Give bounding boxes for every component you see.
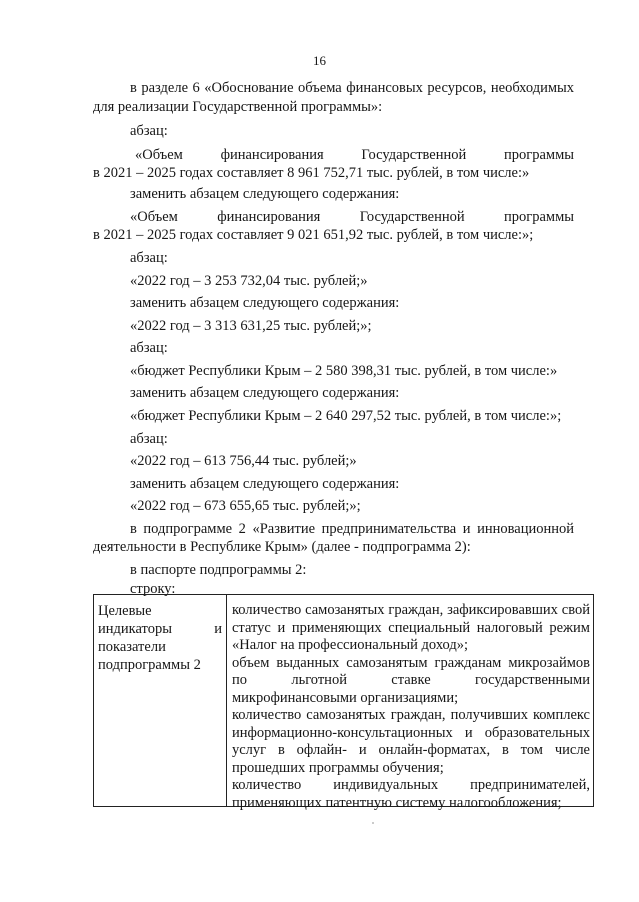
table-row-value-cell (232, 602, 590, 812)
cell-line: показатели (98, 639, 166, 655)
cell-line: по льготной ставке государственными (232, 672, 590, 688)
paragraph-line: «бюджет Республики Крым – 2 640 297,52 тыс. рублей, в том числе:»; (130, 408, 562, 424)
paragraph-line: «2022 год – 3 253 732,04 тыс. рублей;» (130, 273, 368, 289)
paragraph-line: для реализации Государственной программы»: (93, 99, 383, 115)
column-divider (226, 595, 227, 806)
cell-line: «Налог на профессиональный доход»; (232, 637, 469, 653)
paragraph-line: «2022 год – 613 756,44 тыс. рублей;» (130, 453, 357, 469)
page-number: 16 (313, 53, 326, 68)
cell-line: количество индивидуальных предпринимателей, (232, 777, 590, 793)
paragraph-line: «2022 год – 673 655,65 тыс. рублей;»; (130, 498, 361, 514)
cell-line: статус и применяющих специальный налоговый режим (232, 619, 590, 636)
paragraph-line: в паспорте подпрограммы 2: (130, 562, 307, 578)
cell-line: Целевые (98, 603, 152, 619)
paragraph-line: «Объем финансирования Государственной программы (135, 147, 574, 163)
cell-line: подпрограммы 2 (98, 657, 201, 673)
paragraph-line: абзац: (130, 250, 168, 266)
paragraph-line: абзац: (130, 123, 168, 139)
paragraph-line: в подпрограмме 2 «Развитие предпринимательства и инновационной (130, 521, 574, 537)
paragraph-line: заменить абзацем следующего содержания: (130, 295, 400, 311)
cell-line: количество самозанятых граждан, получивших комплекс (232, 707, 590, 723)
paragraph-line: в 2021 – 2025 годах составляет 9 021 651,92 тыс. рублей, в том числе:»; (93, 227, 534, 243)
paragraph-line: «Объем финансирования Государственной программы (130, 209, 574, 225)
cell-line: количество самозанятых граждан, зафиксировавших свой (232, 602, 590, 618)
paragraph-line: заменить абзацем следующего содержания: (130, 476, 400, 492)
paragraph-line: заменить абзацем следующего содержания: (130, 385, 400, 401)
scan-speck (372, 822, 374, 824)
paragraph-line: «бюджет Республики Крым – 2 580 398,31 тыс. рублей, в том числе:» (130, 363, 558, 379)
table-row-header-cell (98, 602, 222, 674)
paragraph-line: абзац: (130, 431, 168, 447)
paragraph-line: абзац: (130, 340, 168, 356)
cell-line: объем выданных самозанятым гражданам микрозаймов (232, 654, 590, 671)
cell-line: прошедших программы обучения; (232, 759, 444, 776)
paragraph-line: в разделе 6 «Обоснование объема финансовых ресурсов, необходимых (130, 80, 574, 96)
subprogram-passport-table (93, 594, 594, 811)
cell-line: услуг в офлайн- и онлайн-форматах, в том числе (232, 742, 590, 758)
paragraph-line: строку: (130, 581, 176, 597)
cell-line: информационно-консультационных и образовательных (232, 724, 590, 741)
cell-line: индикаторы и (98, 621, 222, 637)
paragraph-line: в 2021 – 2025 годах составляет 8 961 752,71 тыс. рублей, в том числе:» (93, 165, 530, 181)
paragraph-line: деятельности в Республике Крым» (далее - подпрограмма 2): (93, 539, 471, 555)
cell-line: применяющих патентную систему налогообложения; (232, 794, 562, 811)
paragraph-line: заменить абзацем следующего содержания: (130, 186, 400, 202)
cell-line: микрофинансовыми организациями; (232, 689, 459, 706)
paragraph-line: «2022 год – 3 313 631,25 тыс. рублей;»; (130, 318, 372, 334)
